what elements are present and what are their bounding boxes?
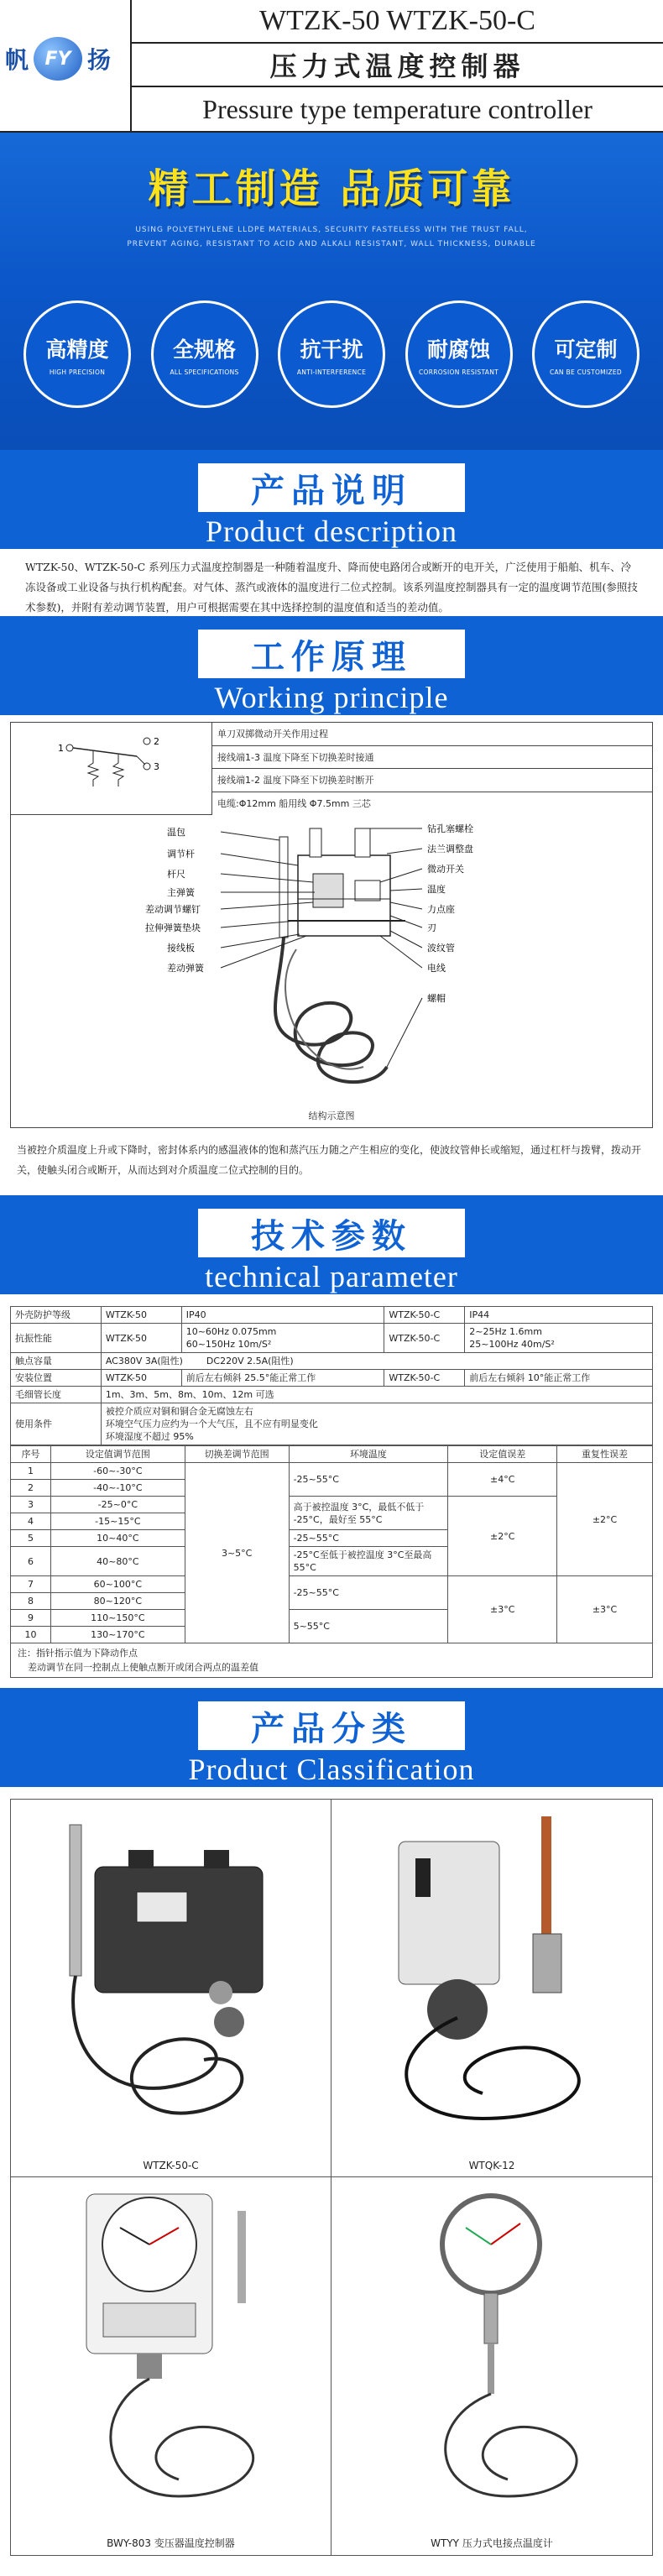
table-cell: 抗振性能 [11, 1324, 102, 1353]
part-label: 差动调节螺钉 [145, 904, 201, 915]
section-title-en: technical parameter [205, 1260, 458, 1293]
banner-headline: 精工制造 品质可靠 [148, 165, 515, 212]
part-label: 微动开关 [427, 864, 464, 875]
part-label: 法兰调整盘 [427, 844, 473, 854]
badge-title: 耐腐蚀 [426, 337, 490, 362]
switch-schematic-icon [11, 723, 212, 815]
cell-line: 60~150Hz 10m/S² [185, 1339, 272, 1350]
section-header-description [0, 450, 663, 549]
table-cell: IP40 [181, 1307, 384, 1324]
controller-photo-icon [11, 2177, 332, 2538]
product-description-text: WTZK-50、WTZK-50-C 系列压力式温度控制器是一种随着温度升、降而使电路闭合或断开的电开关，广泛使用于船舶、机车、冷冻设备或工业设备与执行机构配套。对气体、蒸汽或液体的温度进行二位式控制。该系列温度控制器具有一定的温度调节范围(参照技术参数)，并附有差动调节装置，用户可根据需要在其中选择控制的温度值和适当的差动值。 [25, 561, 638, 614]
controller-photo-icon [11, 1800, 332, 2161]
badge-corrosion [405, 300, 513, 408]
table-cell: -25°C至低于被控温度 3°C至最高 55°C [289, 1547, 448, 1576]
section-title-cn: 产品说明 [198, 463, 465, 512]
part-label: 刃 [427, 922, 436, 933]
table-cell: -25~55°C [289, 1463, 448, 1497]
badge-subtitle: CORROSION RESISTANT [418, 368, 499, 376]
principle-notes [212, 723, 652, 815]
table-header: 设定值误差 [448, 1446, 557, 1463]
part-label: 电线 [427, 963, 446, 974]
table-cell: WTZK-50 [101, 1370, 181, 1387]
section-title-cn: 产品分类 [198, 1701, 465, 1750]
badge-specifications [151, 300, 258, 408]
part-label: 波纹管 [427, 943, 455, 954]
logo-mark: FY [34, 37, 82, 81]
part-label: 钻孔塞螺栓 [427, 823, 473, 834]
product-grid [10, 1799, 653, 2556]
table-cell: -40~-10°C [50, 1480, 185, 1497]
table-cell: 6 [11, 1547, 51, 1576]
table-cell: 3~5°C [185, 1463, 289, 1643]
principle-note: 单刀双掷微动开关作用过程 [212, 723, 652, 746]
table-row [11, 1353, 653, 1370]
table-header-row [11, 1446, 653, 1463]
feature-badges [23, 300, 640, 408]
section-title-en: Product description [206, 515, 457, 548]
table-row [11, 1497, 653, 1513]
table-cell: 5 [11, 1530, 51, 1547]
tech-table-ranges [10, 1445, 653, 1643]
banner-subtext: USING POLYETHYLENE LLDPE MATERIALS, SECURITY FASTELESS WITH THE TRUST FALL, PREVENT AGING, RESISTANT TO ACID AND ALKALI RESISTANT, WALL THICKNESS, DURABLE [127, 226, 536, 248]
principle-text: 当被控介质温度上升或下降时，密封体系内的感温液体的饱和蒸汽压力随之产生相应的变化，使波纹管伸长或缩短，通过杠杆与拨臂，拨动开关，使触头闭合或断开，从而达到对介质温度二位式控制的目的。 [17, 1144, 642, 1176]
section-title-cn: 技术参数 [198, 1209, 465, 1257]
table-cell: 10 [11, 1627, 51, 1643]
table-header: 设定值调节范围 [50, 1446, 185, 1463]
principle-panel [10, 722, 653, 1128]
table-cell: WTZK-50-C [384, 1370, 465, 1387]
table-cell: AC380V 3A(阻性) DC220V 2.5A(阻性) [101, 1353, 652, 1370]
terminal-label-3: 3 [154, 761, 159, 772]
table-cell: 10~40°C [50, 1530, 185, 1547]
product-card-4[interactable] [332, 2177, 652, 2555]
product-title-cn: 压力式温度控制器 [132, 44, 663, 87]
table-cell: 80~120°C [50, 1593, 185, 1610]
cell-line: 25~100Hz 40m/S² [469, 1339, 555, 1350]
switch-schematic [11, 723, 212, 815]
table-cell [181, 1324, 384, 1353]
part-label: 螺帽 [427, 993, 446, 1004]
badge-title: 全规格 [172, 337, 236, 362]
product-card-1[interactable] [11, 1800, 332, 2177]
table-row [11, 1463, 653, 1480]
table-cell: -15~15°C [50, 1513, 185, 1530]
logo-char-left: 帆 [5, 46, 29, 74]
product-label: BWY-803 变压器温度控制器 [107, 2537, 235, 2549]
badge-subtitle: CAN BE CUSTOMIZED [549, 368, 623, 376]
structure-diagram-illustration [11, 815, 652, 1127]
gauge-photo-icon [332, 2177, 652, 2538]
part-label: 温度 [427, 884, 446, 895]
table-cell: ±2°C [448, 1497, 557, 1576]
table-header: 环境温度 [289, 1446, 448, 1463]
table-cell: -25~55°C [289, 1576, 448, 1610]
section-title-en: Product Classification [188, 1753, 475, 1786]
section-header-classification [0, 1688, 663, 1787]
table-cell: 毛细管长度 [11, 1387, 102, 1403]
cell-line: 被控介质应对铜和铜合金无腐蚀左右 [105, 1406, 253, 1417]
product-card-3[interactable] [11, 2177, 332, 2555]
table-cell: WTZK-50 [101, 1324, 181, 1353]
section-title-en: Working principle [214, 681, 449, 714]
tech-notes [10, 1643, 653, 1678]
terminal-label-2: 2 [154, 736, 159, 747]
table-cell: WTZK-50 [101, 1307, 181, 1324]
structure-diagram [11, 815, 652, 1127]
brand-logo [5, 34, 131, 84]
badge-subtitle: ANTI-INTERFERENCE [296, 368, 367, 376]
table-header: 重复性误差 [557, 1446, 653, 1463]
cell-line: 10~60Hz 0.075mm [185, 1326, 277, 1337]
badge-title: 抗干扰 [300, 337, 363, 362]
table-row [11, 1403, 653, 1445]
cell-line: 2~25Hz 1.6mm [469, 1326, 542, 1337]
principle-note: 接线端1-3 温度下降至下切换差时接通 [212, 746, 652, 770]
table-cell: 8 [11, 1593, 51, 1610]
badge-anti-interference [278, 300, 385, 408]
table-cell: IP44 [465, 1307, 653, 1324]
part-label: 力点座 [427, 904, 455, 915]
product-label: WTQK-12 [468, 2160, 515, 2171]
section-header-principle [0, 616, 663, 715]
table-cell [101, 1403, 652, 1445]
table-cell: 3 [11, 1497, 51, 1513]
product-label: WTZK-50-C [143, 2160, 199, 2171]
badge-title: 可定制 [554, 337, 618, 362]
product-label: WTYY 压力式电接点温度计 [431, 2537, 553, 2549]
logo-char-right: 扬 [87, 46, 112, 74]
badge-subtitle: HIGH PRECISION [49, 368, 106, 376]
feature-banner [0, 133, 663, 450]
table-cell: 7 [11, 1576, 51, 1593]
table-cell: WTZK-50-C [384, 1307, 465, 1324]
controller-photo-icon [332, 1800, 652, 2161]
part-label: 主弹簧 [167, 887, 195, 898]
cell-line: 环境空气压力应约为一个大气压，且不应有明显变化 [105, 1419, 318, 1429]
header [0, 0, 663, 133]
badge-precision [23, 300, 131, 408]
table-cell: 触点容量 [11, 1353, 102, 1370]
principle-note: 电缆:Φ12mm 船用线 Φ7.5mm 三芯 [217, 798, 371, 810]
table-cell: ±4°C [448, 1463, 557, 1497]
table-row [11, 1307, 653, 1324]
part-label: 接线板 [167, 943, 195, 954]
product-title-en: Pressure type temperature controller [202, 93, 593, 124]
terminal-label-1: 1 [58, 743, 64, 754]
section-title-cn: 工作原理 [198, 630, 465, 678]
note-line: 注：指针指示值为下降动作点 [18, 1648, 138, 1659]
table-cell: 高于被控温度 3°C，最低不低于 -25°C，最好至 55°C [289, 1497, 448, 1530]
section-header-tech [0, 1195, 663, 1294]
table-cell: WTZK-50-C [384, 1324, 465, 1353]
note-line: 差动调节在同一控制点上使触点断开或闭合两点的温差值 [28, 1662, 258, 1673]
table-cell: 2 [11, 1480, 51, 1497]
table-cell: 1m、3m、5m、8m、10m、12m 可选 [101, 1387, 652, 1403]
table-cell: 5~55°C [289, 1610, 448, 1643]
table-cell: 使用条件 [11, 1403, 102, 1445]
cell-line: 环境湿度不超过 95% [105, 1431, 194, 1442]
table-cell: ±3°C [557, 1576, 653, 1643]
table-cell: 前后左右倾斜 25.5°能正常工作 [181, 1370, 384, 1387]
table-cell: 60~100°C [50, 1576, 185, 1593]
table-row [11, 1387, 653, 1403]
part-label: 拉伸弹簧垫块 [145, 922, 201, 933]
table-header: 序号 [11, 1446, 51, 1463]
table-cell: 安装位置 [11, 1370, 102, 1387]
table-row [11, 1324, 653, 1353]
table-cell: -60~-30°C [50, 1463, 185, 1480]
table-cell: 40~80°C [50, 1547, 185, 1576]
tech-table-general [10, 1306, 653, 1445]
table-cell: 9 [11, 1610, 51, 1627]
table-cell: -25~0°C [50, 1497, 185, 1513]
badge-title: 高精度 [45, 337, 109, 362]
table-cell: -25~55°C [289, 1530, 448, 1547]
table-cell [465, 1324, 653, 1353]
principle-note: 接线端1-2 温度下降至下切换差时断开 [212, 769, 652, 792]
table-cell: 前后左右倾斜 10°能正常工作 [465, 1370, 653, 1387]
product-card-2[interactable] [332, 1800, 652, 2177]
model-title: WTZK-50 WTZK-50-C [132, 0, 663, 44]
diagram-caption: 结构示意图 [308, 1110, 355, 1121]
table-cell: 130~170°C [50, 1627, 185, 1643]
header-title-block [130, 0, 663, 131]
table-cell: ±2°C [557, 1463, 653, 1576]
badge-customized [532, 300, 640, 408]
table-cell: 110~150°C [50, 1610, 185, 1627]
badge-subtitle: ALL SPECIFICATIONS [170, 368, 239, 376]
table-row [11, 1370, 653, 1387]
table-cell: 外壳防护等级 [11, 1307, 102, 1324]
table-cell: 4 [11, 1513, 51, 1530]
table-row [11, 1576, 653, 1593]
part-label: 杆尺 [167, 869, 185, 880]
table-header: 切换差调节范围 [185, 1446, 289, 1463]
part-label: 温包 [167, 827, 185, 838]
part-label: 差动弹簧 [167, 963, 204, 974]
table-cell: ±3°C [448, 1576, 557, 1643]
part-label: 调节杆 [167, 849, 195, 860]
table-cell: 1 [11, 1463, 51, 1480]
